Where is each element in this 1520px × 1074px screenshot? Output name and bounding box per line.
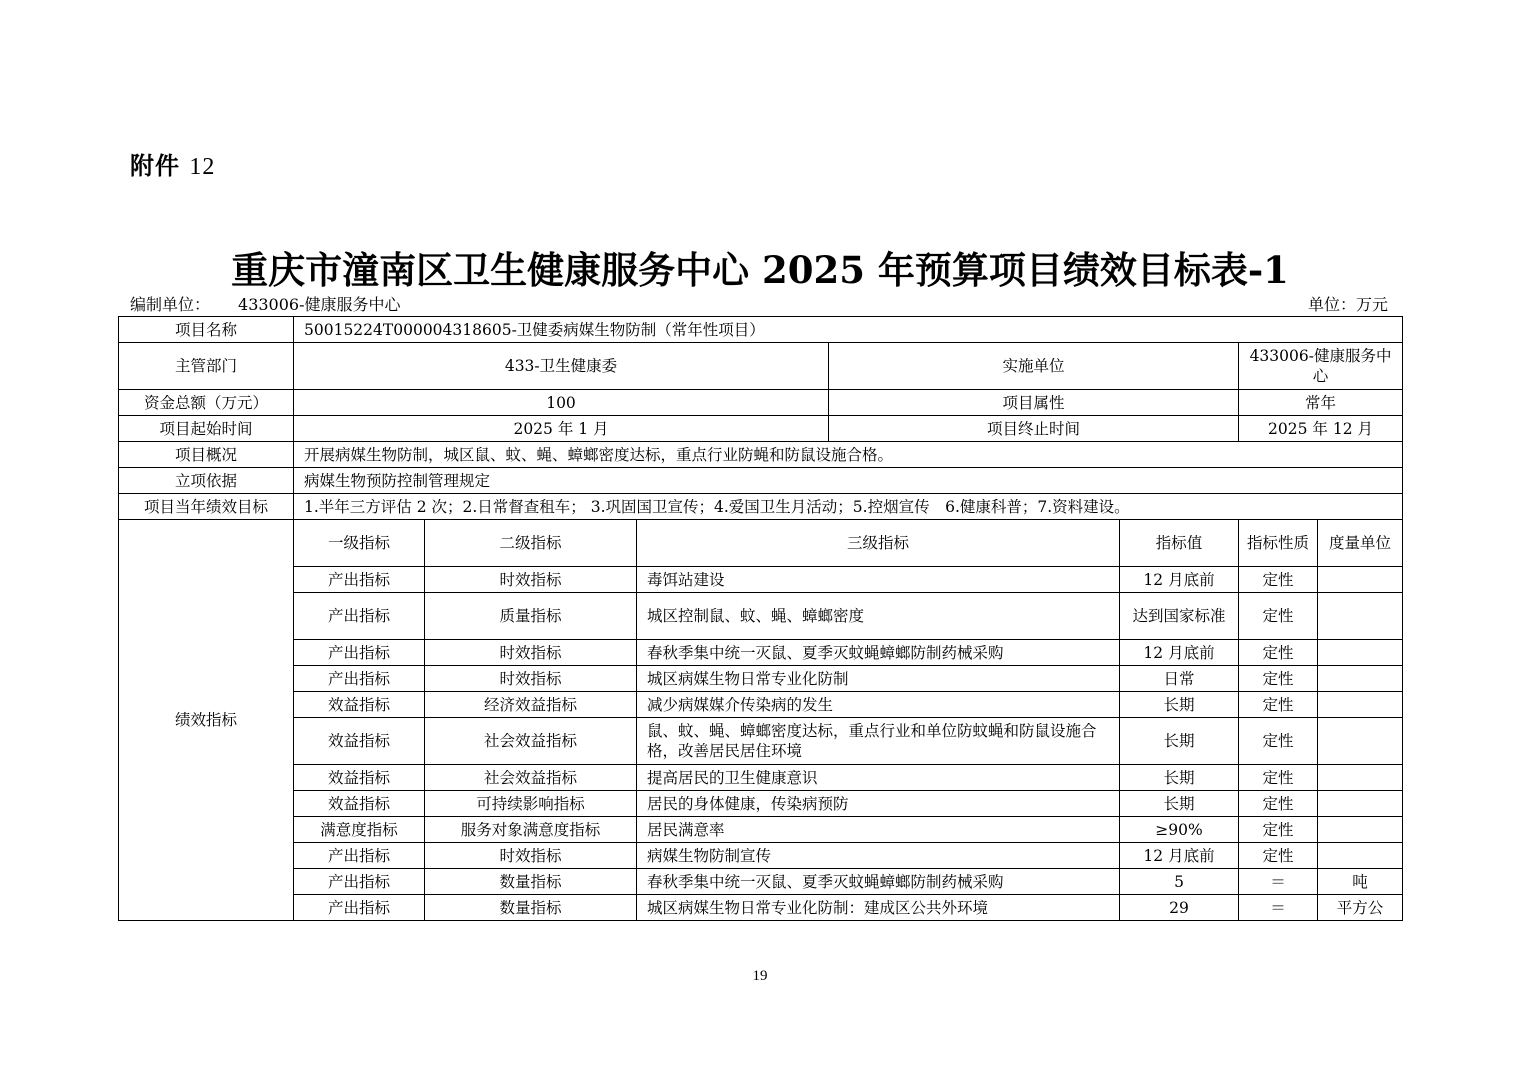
indicator-row xyxy=(119,718,1403,765)
indicator-nature: ＝ xyxy=(1239,869,1318,895)
indicator-unit xyxy=(1318,843,1403,869)
indicator-level2: 可持续影响指标 xyxy=(425,791,637,817)
header-nature: 指标性质 xyxy=(1239,520,1318,567)
indicator-unit xyxy=(1318,791,1403,817)
indicator-level3: 城区控制鼠、蚊、蝇、蟑螂密度 xyxy=(637,593,1120,640)
goal-value: 1.半年三方评估 2 次；2.日常督查租车； 3.巩固国卫宣传；4.爱国卫生月活动；5.控烟宣传 6.健康科普；7.资料建设。 xyxy=(294,494,1403,520)
indicator-level1: 产出指标 xyxy=(294,640,425,666)
indicator-unit xyxy=(1318,593,1403,640)
indicator-level2: 时效指标 xyxy=(425,640,637,666)
basis-value: 病媒生物预防控制管理规定 xyxy=(294,468,1403,494)
indicator-level2: 时效指标 xyxy=(425,666,637,692)
indicator-level3: 城区病媒生物日常专业化防制：建成区公共外环境 xyxy=(637,895,1120,921)
start-value: 2025 年 1 月 xyxy=(294,416,829,442)
attachment-label: 附件 12 xyxy=(130,152,216,180)
indicator-nature: 定性 xyxy=(1239,791,1318,817)
indicator-value: 12 月底前 xyxy=(1120,843,1239,869)
indicator-unit xyxy=(1318,567,1403,593)
compiler-info: 编制单位： 433006-健康服务中心 xyxy=(130,295,401,314)
indicator-level2: 数量指标 xyxy=(425,895,637,921)
indicator-level1: 效益指标 xyxy=(294,718,425,765)
indicator-level3: 居民的身体健康，传染病预防 xyxy=(637,791,1120,817)
indicator-level2: 质量指标 xyxy=(425,593,637,640)
goal-label: 项目当年绩效目标 xyxy=(119,494,294,520)
indicator-row xyxy=(119,765,1403,791)
dept-value: 433-卫生健康委 xyxy=(294,343,829,390)
indicator-row xyxy=(119,895,1403,921)
indicator-level1: 产出指标 xyxy=(294,567,425,593)
indicator-nature: 定性 xyxy=(1239,666,1318,692)
indicator-value: 日常 xyxy=(1120,666,1239,692)
fund-value: 100 xyxy=(294,390,829,416)
indicator-level2: 服务对象满意度指标 xyxy=(425,817,637,843)
indicator-level3: 提高居民的卫生健康意识 xyxy=(637,765,1120,791)
indicator-level3: 减少病媒媒介传染病的发生 xyxy=(637,692,1120,718)
indicator-level3: 城区病媒生物日常专业化防制 xyxy=(637,666,1120,692)
indicator-level1: 产出指标 xyxy=(294,895,425,921)
indicator-row xyxy=(119,640,1403,666)
unit-info: 单位：万元 xyxy=(1307,295,1388,314)
indicator-unit: 平方公 xyxy=(1318,895,1403,921)
indicator-unit xyxy=(1318,692,1403,718)
indicator-unit xyxy=(1318,718,1403,765)
basis-label: 立项依据 xyxy=(119,468,294,494)
dept-label: 主管部门 xyxy=(119,343,294,390)
indicator-nature: 定性 xyxy=(1239,593,1318,640)
indicator-value: 长期 xyxy=(1120,718,1239,765)
indicator-nature: 定性 xyxy=(1239,817,1318,843)
indicator-row xyxy=(119,817,1403,843)
indicator-unit: 吨 xyxy=(1318,869,1403,895)
project-name: 50015224T000004318605-卫健委病媒生物防制（常年性项目） xyxy=(294,317,1403,343)
start-label: 项目起始时间 xyxy=(119,416,294,442)
indicator-value: 长期 xyxy=(1120,692,1239,718)
overview-label: 项目概况 xyxy=(119,442,294,468)
indicator-value: 长期 xyxy=(1120,791,1239,817)
indicator-row xyxy=(119,869,1403,895)
page-number: 19 xyxy=(752,968,768,984)
indicator-row xyxy=(119,843,1403,869)
indicator-nature: 定性 xyxy=(1239,640,1318,666)
indicator-value: 长期 xyxy=(1120,765,1239,791)
attr-label: 项目属性 xyxy=(829,390,1239,416)
end-value: 2025 年 12 月 xyxy=(1239,416,1403,442)
end-label: 项目终止时间 xyxy=(829,416,1239,442)
indicator-level3: 春秋季集中统一灭鼠、夏季灭蚊蝇蟑螂防制药械采购 xyxy=(637,640,1120,666)
overview-value: 开展病媒生物防制，城区鼠、蚊、蝇、蟑螂密度达标，重点行业防蝇和防鼠设施合格。 xyxy=(294,442,1403,468)
indicator-level1: 效益指标 xyxy=(294,791,425,817)
indicator-unit xyxy=(1318,765,1403,791)
page-title: 重庆市潼南区卫生健康服务中心 2025 年预算项目绩效目标表-1 xyxy=(231,248,1289,292)
indicator-level2: 时效指标 xyxy=(425,567,637,593)
performance-table xyxy=(118,316,1403,921)
indicator-level3: 鼠、蚊、蝇、蟑螂密度达标，重点行业和单位防蚊蝇和防鼠设施合格，改善居民居住环境 xyxy=(637,718,1120,765)
indicator-row xyxy=(119,593,1403,640)
indicator-nature: 定性 xyxy=(1239,692,1318,718)
indicator-level2: 时效指标 xyxy=(425,843,637,869)
impl-label: 实施单位 xyxy=(829,343,1239,390)
indicator-value: 达到国家标准 xyxy=(1120,593,1239,640)
indicator-level2: 数量指标 xyxy=(425,869,637,895)
indicator-level3: 春秋季集中统一灭鼠、夏季灭蚊蝇蟑螂防制药械采购 xyxy=(637,869,1120,895)
indicator-row xyxy=(119,692,1403,718)
indicator-level2: 社会效益指标 xyxy=(425,718,637,765)
indicator-level3: 病媒生物防制宣传 xyxy=(637,843,1120,869)
indicator-value: 12 月底前 xyxy=(1120,640,1239,666)
indicator-nature: 定性 xyxy=(1239,718,1318,765)
indicator-level1: 产出指标 xyxy=(294,593,425,640)
indicator-value: 5 xyxy=(1120,869,1239,895)
indicator-row xyxy=(119,791,1403,817)
indicator-nature: 定性 xyxy=(1239,567,1318,593)
indicator-unit xyxy=(1318,666,1403,692)
indicator-level1: 产出指标 xyxy=(294,843,425,869)
indicator-level3: 居民满意率 xyxy=(637,817,1120,843)
indicator-row xyxy=(119,666,1403,692)
indicator-row xyxy=(119,567,1403,593)
project-name-label: 项目名称 xyxy=(119,317,294,343)
indicator-value: 12 月底前 xyxy=(1120,567,1239,593)
fund-label: 资金总额（万元） xyxy=(119,390,294,416)
indicator-value: ≥90% xyxy=(1120,817,1239,843)
indicator-unit xyxy=(1318,640,1403,666)
indicator-value: 29 xyxy=(1120,895,1239,921)
header-level2: 二级指标 xyxy=(425,520,637,567)
indicator-level1: 产出指标 xyxy=(294,666,425,692)
indicator-level1: 满意度指标 xyxy=(294,817,425,843)
indicator-level1: 效益指标 xyxy=(294,692,425,718)
indicator-unit xyxy=(1318,817,1403,843)
header-value: 指标值 xyxy=(1120,520,1239,567)
indicators-section-label: 绩效指标 xyxy=(119,520,294,921)
indicator-level3: 毒饵站建设 xyxy=(637,567,1120,593)
indicator-nature: 定性 xyxy=(1239,765,1318,791)
indicator-level1: 效益指标 xyxy=(294,765,425,791)
indicator-level2: 社会效益指标 xyxy=(425,765,637,791)
indicator-nature: ＝ xyxy=(1239,895,1318,921)
indicator-nature: 定性 xyxy=(1239,843,1318,869)
indicator-level1: 产出指标 xyxy=(294,869,425,895)
header-unit: 度量单位 xyxy=(1318,520,1403,567)
impl-value: 433006-健康服务中心 xyxy=(1239,343,1403,390)
header-level3: 三级指标 xyxy=(637,520,1120,567)
attr-value: 常年 xyxy=(1239,390,1403,416)
header-level1: 一级指标 xyxy=(294,520,425,567)
indicator-level2: 经济效益指标 xyxy=(425,692,637,718)
